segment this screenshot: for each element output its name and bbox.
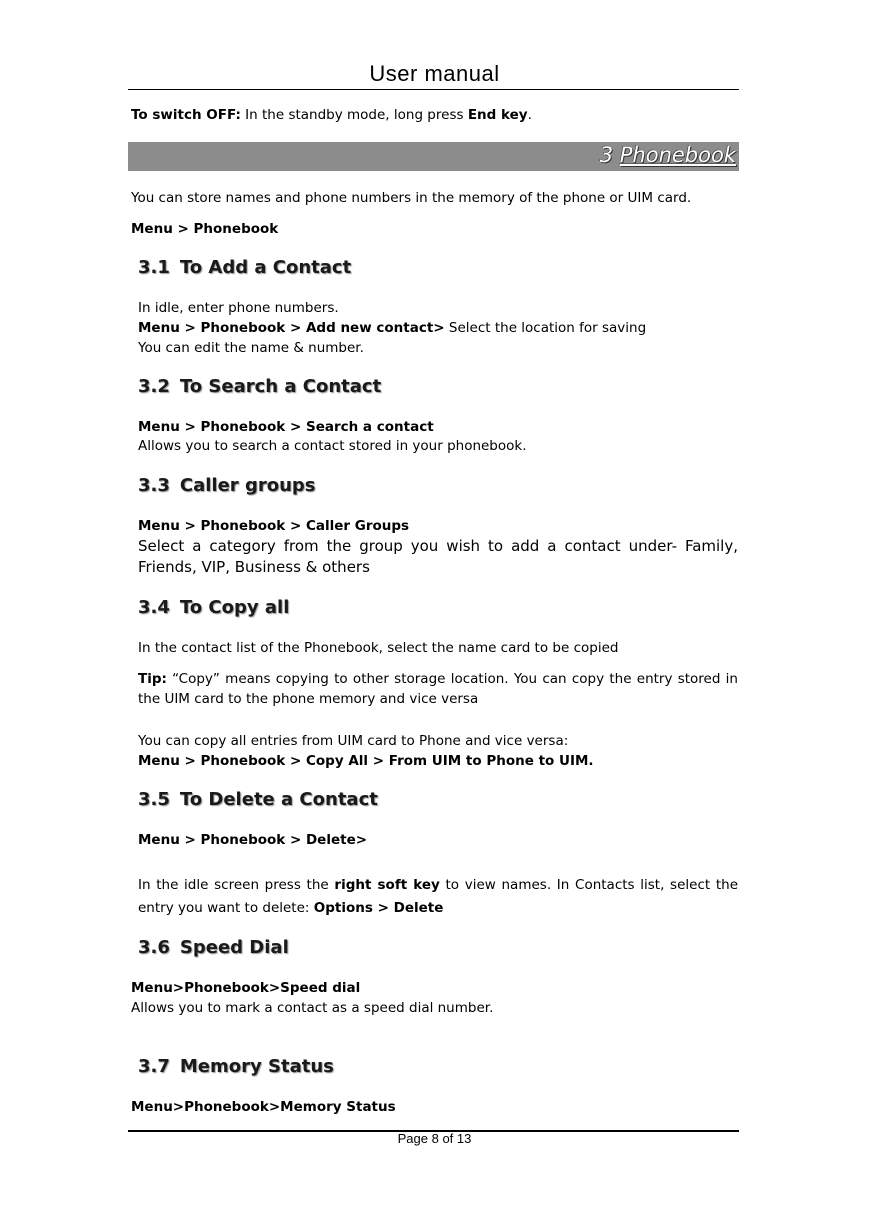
s34-tip-label: Tip:: [138, 671, 167, 687]
s34-line1: In the contact list of the Phonebook, select the name card to be copied: [138, 640, 619, 656]
right-soft-key: right soft key: [334, 877, 440, 893]
section-3-4-title: To Copy all: [179, 597, 290, 618]
section-3-5-number: 3.5: [138, 789, 170, 810]
header-title: User manual: [369, 61, 500, 86]
section-3-6-heading: [138, 937, 289, 958]
chapter-bar: [128, 142, 739, 171]
section-3-7-title: Memory Status: [179, 1056, 334, 1077]
section-3-6-number: 3.6: [138, 937, 170, 958]
end-key: End key: [467, 107, 528, 123]
section-3-6-title: Speed Dial: [179, 937, 289, 958]
section-3-4-heading: [138, 597, 289, 618]
s34-tip: [138, 669, 738, 709]
section-3-7-number: 3.7: [138, 1056, 170, 1077]
s35-text-b: to view names. In Contacts list, select the entry you want to delete:: [138, 877, 739, 916]
section-3-1-title: To Add a Contact: [179, 257, 352, 278]
s31-line1: In idle, enter phone numbers.: [138, 300, 339, 316]
s35-menu: Menu > Phonebook > Delete>: [138, 832, 368, 848]
intro-text: You can store names and phone numbers in the memory of the phone or UIM card.: [131, 190, 692, 206]
s35-text-a: In the idle screen press the: [138, 877, 335, 893]
section-3-7-heading: [138, 1056, 334, 1077]
s32-menu: Menu > Phonebook > Search a contact: [138, 419, 434, 435]
section-3-3-title: Caller groups: [179, 475, 316, 496]
s34-tip-text: “Copy” means copying to other storage location. You can copy the entry stored in the UIM card to the phone memory and vice versa: [138, 671, 738, 707]
section-3-1-number: 3.1: [138, 257, 170, 278]
s32-line2: Allows you to search a contact stored in your phonebook.: [138, 438, 527, 454]
s34-menu: Menu > Phonebook > Copy All > From UIM to Phone to UIM.: [138, 753, 594, 769]
chapter-heading: [600, 143, 736, 167]
section-3-5-heading: [138, 789, 378, 810]
s31-menu: Menu > Phonebook > Add new contact>: [138, 320, 445, 336]
s35-options: Options > Delete: [313, 900, 444, 916]
page-number: Page 8 of 13: [397, 1131, 472, 1146]
s36-line2: Allows you to mark a contact as a speed dial number.: [131, 1000, 494, 1016]
section-3-2-number: 3.2: [138, 376, 170, 397]
s33-menu: Menu > Phonebook > Caller Groups: [138, 518, 410, 534]
s31-menu-rest: Select the location for saving: [444, 320, 647, 336]
section-3-2-title: To Search a Contact: [179, 376, 382, 397]
chapter-title: Phonebook: [619, 143, 736, 167]
header-rule: [128, 89, 739, 90]
section-3-3-heading: [138, 475, 315, 496]
s37-menu: Menu>Phonebook>Memory Status: [131, 1099, 396, 1115]
s34-line3: You can copy all entries from UIM card to Phone and vice versa:: [138, 733, 569, 749]
switch-off-label: To switch OFF:: [131, 107, 241, 123]
section-3-3-number: 3.3: [138, 475, 170, 496]
s35-text: [138, 874, 738, 920]
chapter-number: 3: [599, 143, 614, 167]
section-3-1-heading: [138, 257, 351, 278]
switch-off-text: In the standby mode, long press: [240, 107, 468, 123]
s36-menu: Menu>Phonebook>Speed dial: [131, 980, 361, 996]
s31-menu-line: [138, 318, 646, 338]
s33-text: Select a category from the group you wish to add a contact under- Family, Friends, VIP, Business & others: [138, 537, 738, 576]
section-3-2-heading: [138, 376, 381, 397]
s31-line3: You can edit the name & number.: [138, 340, 364, 356]
intro-menu: Menu > Phonebook: [131, 221, 279, 237]
switch-off-end: .: [527, 107, 532, 123]
section-3-5-title: To Delete a Contact: [179, 789, 378, 810]
section-3-4-number: 3.4: [138, 597, 170, 618]
switch-off-line: [131, 105, 532, 125]
